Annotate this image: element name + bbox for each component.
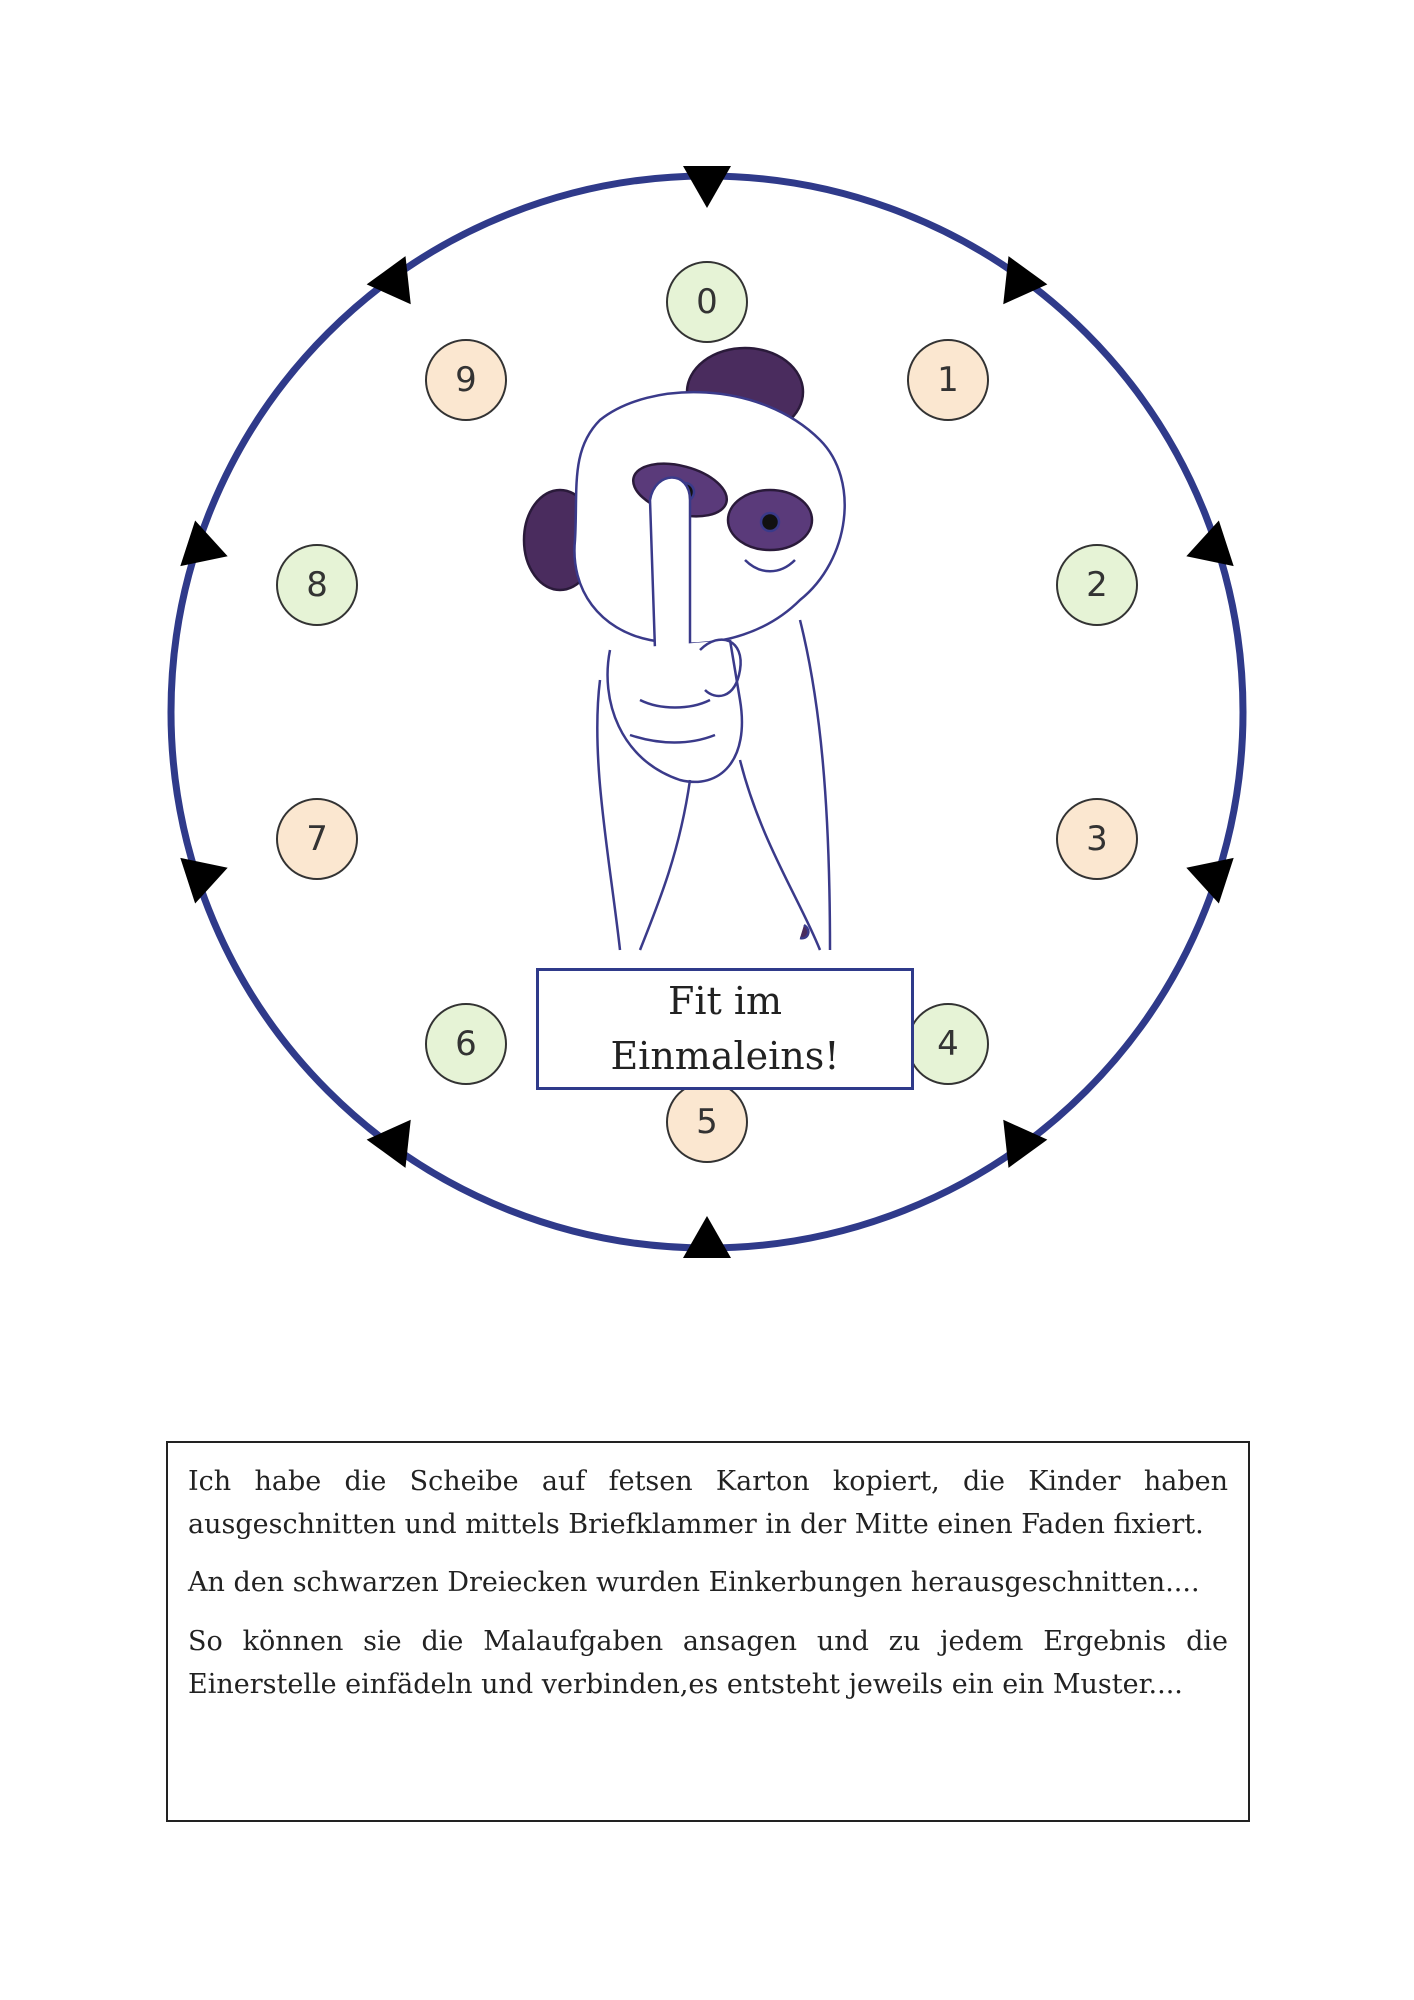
- number-badge-3: 3: [1056, 798, 1138, 880]
- meerkat-thumbs-up-icon: [524, 348, 845, 950]
- number-badge-0: 0: [666, 261, 748, 343]
- disc-title-box: [536, 968, 914, 1090]
- note-paragraph-1: Ich habe die Scheibe auf fetsen Karton kopiert, die Kinder haben ausgeschnitten und mittels Briefklammer in der Mitte einen Faden fixiert.: [188, 1466, 1228, 1540]
- number-badge-6: 6: [425, 1003, 507, 1085]
- number-badge-4: 4: [907, 1003, 989, 1085]
- number-badge-9: 9: [425, 339, 507, 421]
- note-paragraph-2: An den schwarzen Dreiecken wurden Einkerbungen herausgeschnitten....: [188, 1567, 1200, 1599]
- notch-triangle-5: [683, 1216, 731, 1258]
- disc-title-line-2: Einmaleins!: [610, 1034, 840, 1078]
- disc-title-line-1: Fit im: [667, 978, 783, 1023]
- number-badge-1: 1: [907, 339, 989, 421]
- number-badge-5: 5: [666, 1081, 748, 1163]
- instruction-note: [166, 1441, 1250, 1822]
- notch-triangle-0: [683, 166, 731, 208]
- number-badge-8: 8: [276, 544, 358, 626]
- note-paragraph-3: So können sie die Malaufgaben ansagen und zu jedem Ergebnis die Einerstelle einfädeln und verbinden,es entsteht jeweils ein ein Muster....: [188, 1625, 1228, 1700]
- number-badge-7: 7: [276, 798, 358, 880]
- number-badge-2: 2: [1056, 544, 1138, 626]
